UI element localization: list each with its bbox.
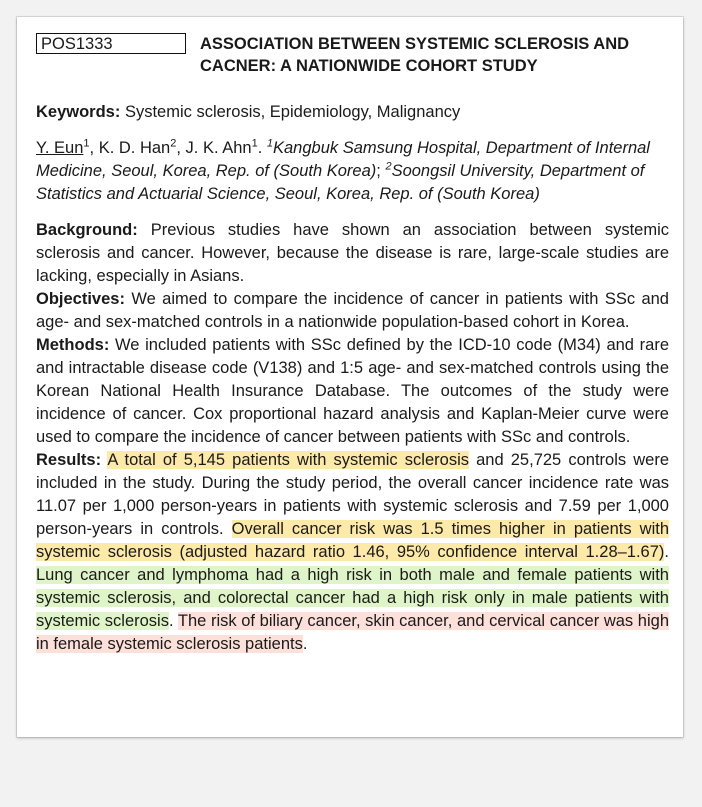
objectives-label: Objectives:	[36, 290, 125, 308]
affiliation-text: Kangbuk Samsung Hospital, Department of Internal Medicine, Seoul, Korea, Rep. of (South Korea)	[36, 139, 650, 180]
author-sup: 1	[83, 137, 90, 150]
background-text: Previous studies have shown an association between systemic sclerosis and cancer. However, because the disease is rare, large-scale studies are lacking, especially in Asians.	[36, 221, 669, 285]
presenting-author: Y. Eun	[36, 139, 84, 157]
highlight-green: Lung cancer and lymphoma had a high risk in both male and female patients with systemic sclerosis, and colorectal cancer had a high risk only in male patients with systemic sclerosis	[36, 566, 669, 630]
highlight-yellow-1: A total of 5,145 patients with systemic sclerosis	[107, 451, 469, 469]
author-sup: 2	[170, 137, 177, 150]
keywords-line	[36, 101, 669, 124]
author-name: , K. D. Han	[89, 139, 171, 157]
abstract-card	[17, 17, 683, 737]
objectives-text: We aimed to compare the incidence of cancer in patients with SSc and age- and sex-matched controls in a nationwide population-based cohort in Korea.	[36, 290, 669, 331]
author-name: , J. K. Ahn	[176, 139, 252, 157]
methods-section	[36, 334, 669, 449]
affiliation-text: Soongsil University, Department of Statistics and Actuarial Science, Seoul, Korea, Rep. of (South Korea)	[36, 162, 645, 203]
objectives-section	[36, 288, 669, 334]
affiliation-sep: ;	[376, 162, 386, 180]
methods-text: We included patients with SSc defined by the ICD-10 code (M34) and rare and intractable disease code (V138) and 1:5 age- and sex-matched controls using the Korean National Health Insurance Database. The outcomes of the study were incidence of cancer. Cox proportional hazard analysis and Kaplan-Meier curve were used to compare the incidence of cancer between patients with SSc and controls.	[36, 336, 669, 446]
background-section	[36, 219, 669, 288]
methods-label: Methods:	[36, 336, 110, 354]
results-text-3: .	[168, 612, 178, 630]
abstract-title: ASSOCIATION BETWEEN SYSTEMIC SCLEROSIS AND CACNER: A NATIONWIDE COHORT STUDY	[200, 35, 630, 75]
abstract-code: POS1333	[36, 33, 186, 54]
authors-line	[36, 137, 669, 206]
results-text-1: and 25,725 controls were included in the study. During the study period, the overall cancer incidence rate was 11.07 per 1,000 person-years in patients with systemic sclerosis and 7.59 per 1,000 person-years in controls.	[36, 451, 669, 538]
abstract-body	[36, 101, 669, 656]
affiliation-sup: 1	[266, 137, 273, 150]
keywords-text: Systemic sclerosis, Epidemiology, Malignancy	[120, 103, 461, 121]
results-label: Results:	[36, 451, 102, 469]
results-text-2: .	[664, 543, 669, 561]
highlight-yellow-2: Overall cancer risk was 1.5 times higher in patients with systemic sclerosis (adjusted hazard ratio 1.46, 95% confidence interval 1.28–1.67)	[36, 520, 669, 561]
highlight-red: The risk of biliary cancer, skin cancer, and cervical cancer was high in female systemic sclerosis patients	[36, 612, 670, 653]
keywords-label: Keywords:	[36, 103, 121, 121]
results-text-4: .	[302, 635, 308, 653]
background-label: Background:	[36, 221, 138, 239]
author-sep: .	[257, 139, 267, 157]
results-section	[36, 449, 669, 656]
affiliation-sup: 2	[385, 160, 392, 173]
author-sup: 1	[251, 137, 258, 150]
